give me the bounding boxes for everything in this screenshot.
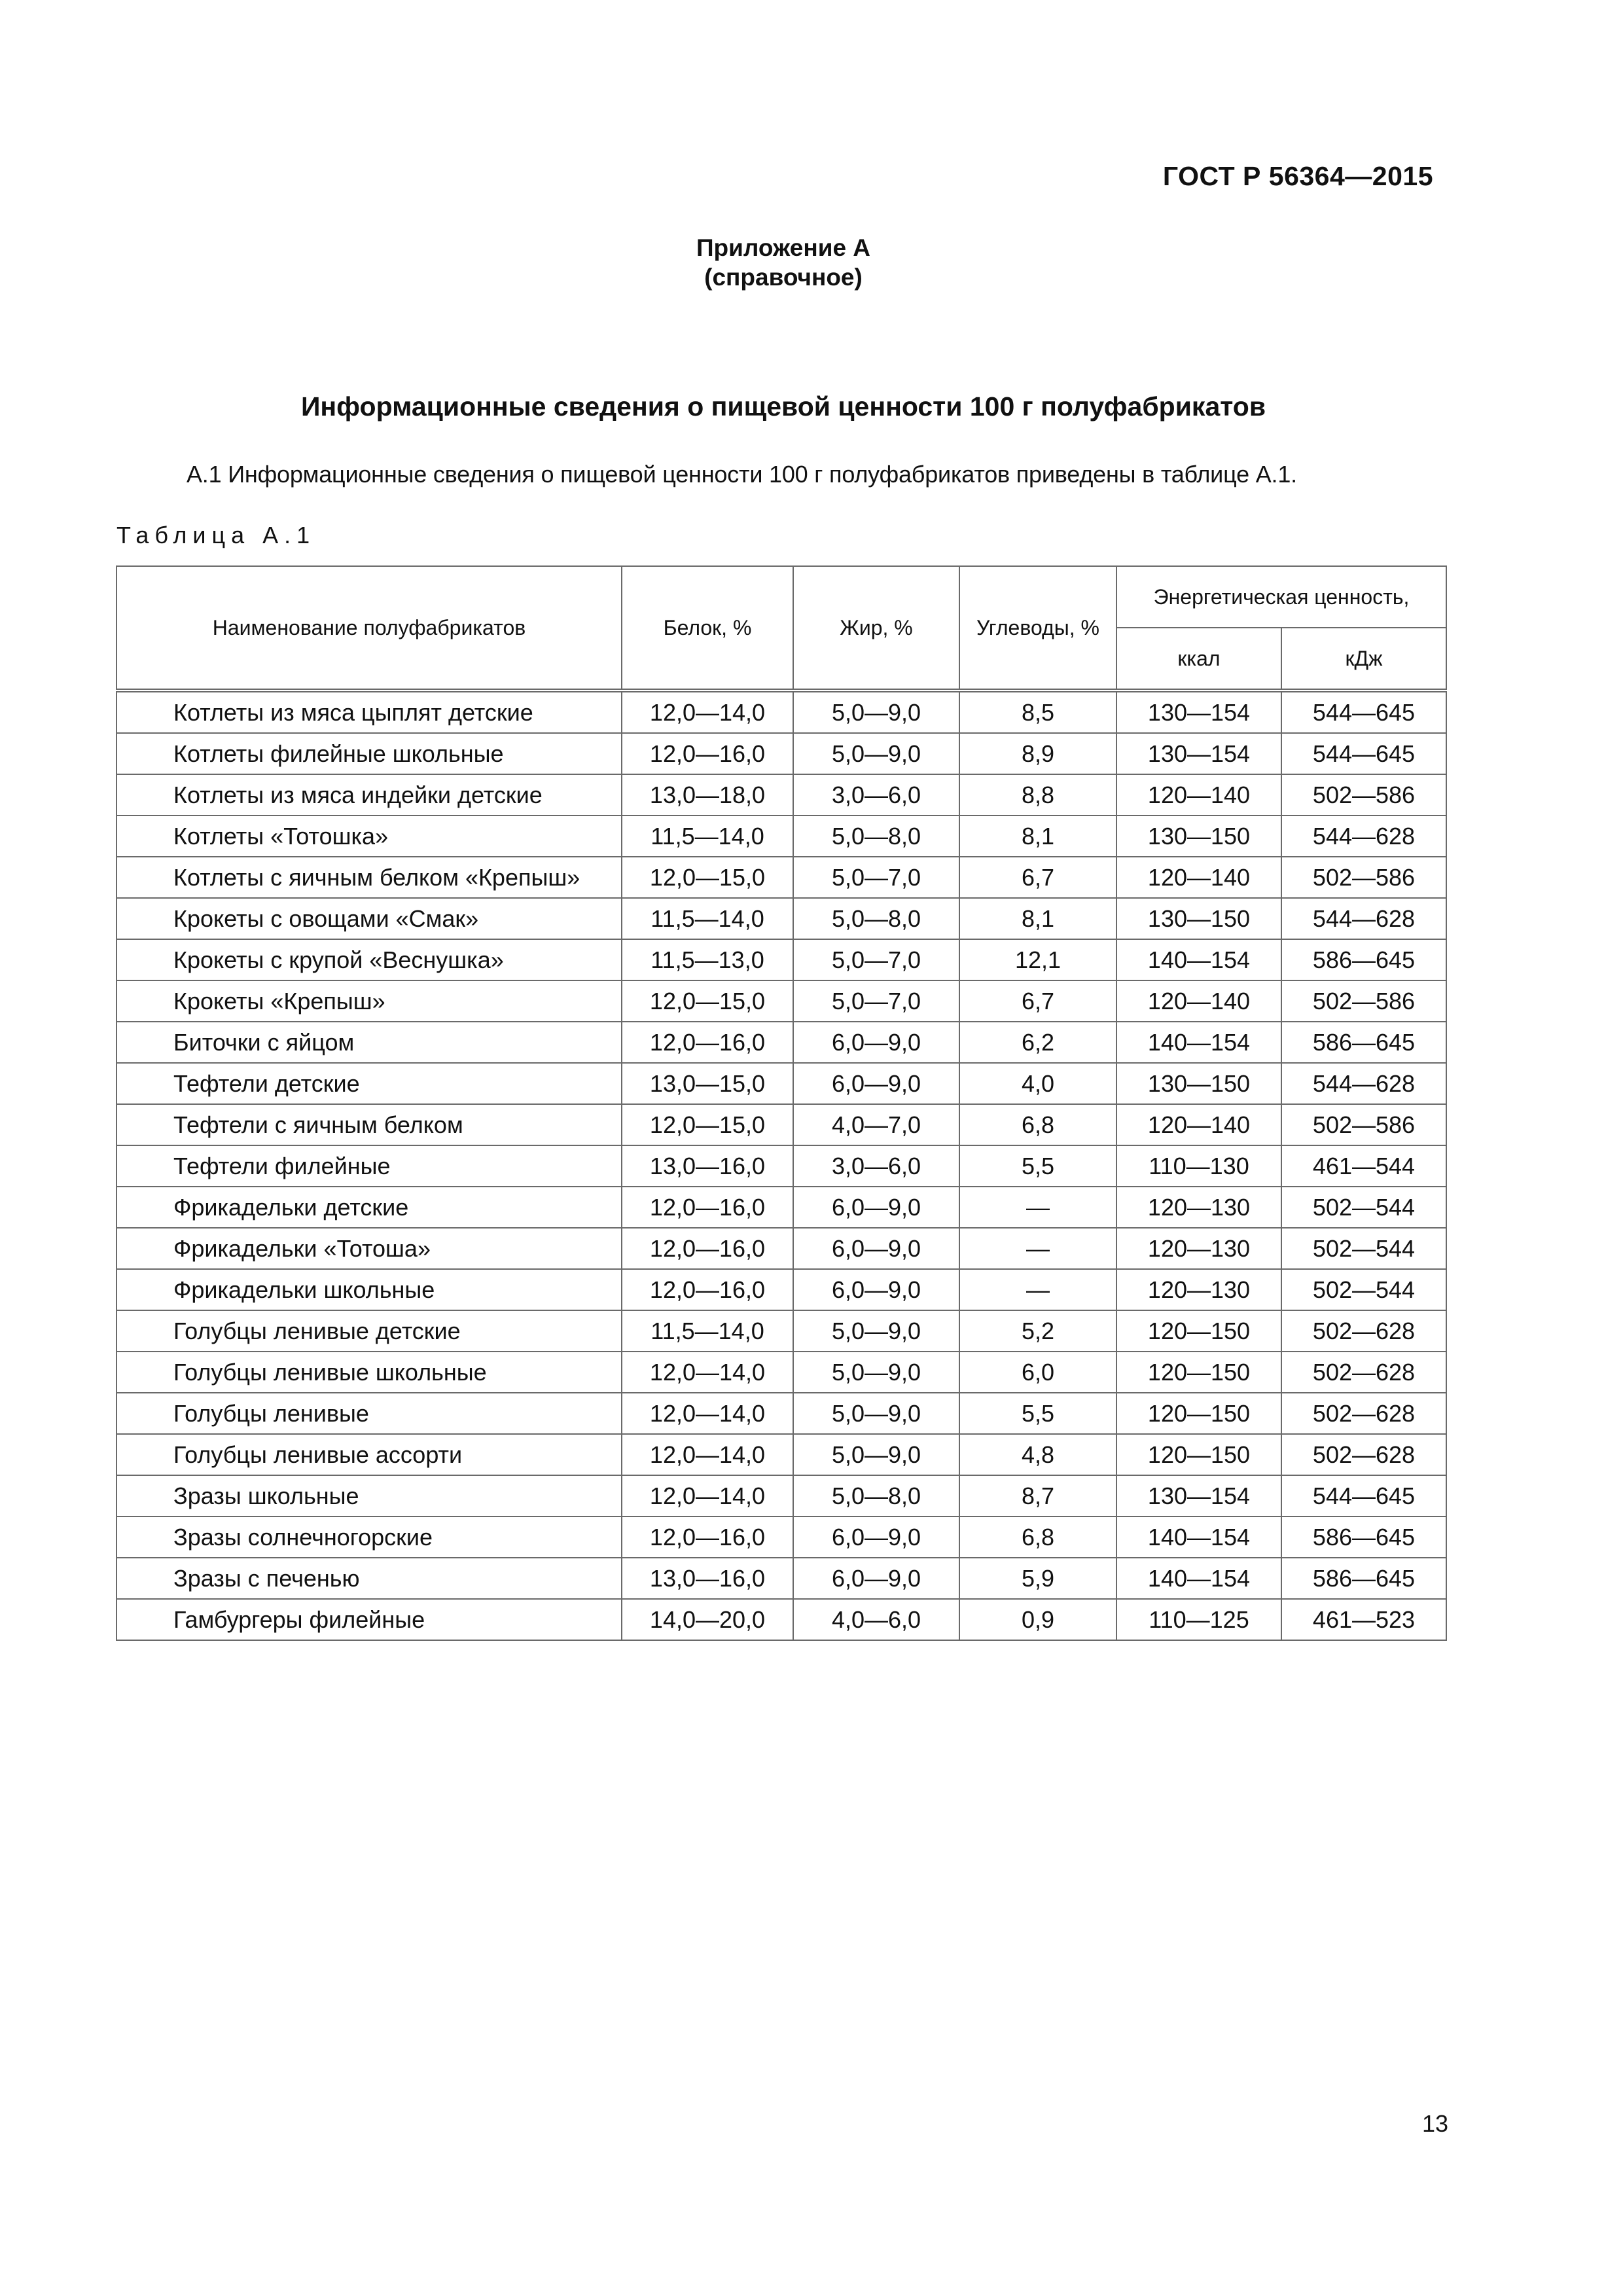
cell-fat: 3,0—6,0	[793, 1145, 959, 1187]
cell-kj: 502—586	[1281, 774, 1446, 816]
cell-protein: 13,0—16,0	[622, 1145, 793, 1187]
cell-kcal: 110—130	[1116, 1145, 1281, 1187]
cell-kj: 461—544	[1281, 1145, 1446, 1187]
cell-kcal: 120—140	[1116, 980, 1281, 1022]
table-row	[116, 1558, 1446, 1599]
cell-kcal: 120—130	[1116, 1228, 1281, 1269]
header-kcal: ккал	[1116, 628, 1281, 691]
cell-kcal: 120—140	[1116, 774, 1281, 816]
cell-carbs: —	[959, 1228, 1116, 1269]
cell-protein: 12,0—16,0	[622, 733, 793, 774]
cell-name: Котлеты «Тотошка»	[116, 816, 622, 857]
cell-name: Крокеты «Крепыш»	[116, 980, 622, 1022]
cell-protein: 13,0—16,0	[622, 1558, 793, 1599]
cell-kcal: 120—150	[1116, 1393, 1281, 1434]
cell-name: Фрикадельки «Тотоша»	[116, 1228, 622, 1269]
cell-kj: 544—628	[1281, 898, 1446, 939]
cell-name: Крокеты с овощами «Смак»	[116, 898, 622, 939]
table-row	[116, 691, 1446, 733]
cell-carbs: 8,7	[959, 1475, 1116, 1516]
cell-name: Голубцы ленивые школьные	[116, 1352, 622, 1393]
cell-fat: 5,0—8,0	[793, 816, 959, 857]
cell-name: Крокеты с крупой «Веснушка»	[116, 939, 622, 980]
cell-protein: 14,0—20,0	[622, 1599, 793, 1640]
cell-protein: 12,0—15,0	[622, 857, 793, 898]
cell-kcal: 130—154	[1116, 733, 1281, 774]
table-row	[116, 1434, 1446, 1475]
cell-protein: 12,0—16,0	[622, 1269, 793, 1310]
cell-kj: 502—544	[1281, 1269, 1446, 1310]
header-protein: Белок, %	[622, 566, 793, 691]
cell-kcal: 120—150	[1116, 1310, 1281, 1352]
cell-fat: 3,0—6,0	[793, 774, 959, 816]
cell-kj: 502—628	[1281, 1310, 1446, 1352]
cell-protein: 11,5—14,0	[622, 898, 793, 939]
cell-carbs: 4,0	[959, 1063, 1116, 1104]
cell-kcal: 110—125	[1116, 1599, 1281, 1640]
cell-name: Котлеты из мяса индейки детские	[116, 774, 622, 816]
cell-fat: 5,0—7,0	[793, 980, 959, 1022]
table-caption: Таблица А.1	[116, 522, 316, 548]
cell-kj: 544—628	[1281, 816, 1446, 857]
table-row	[116, 774, 1446, 816]
cell-kcal: 120—130	[1116, 1187, 1281, 1228]
table-row	[116, 939, 1446, 980]
cell-kj: 502—544	[1281, 1187, 1446, 1228]
table-row	[116, 980, 1446, 1022]
cell-carbs: 8,9	[959, 733, 1116, 774]
table-row	[116, 1475, 1446, 1516]
cell-kcal: 120—150	[1116, 1352, 1281, 1393]
table-body	[116, 691, 1446, 1640]
cell-kj: 461—523	[1281, 1599, 1446, 1640]
cell-protein: 11,5—14,0	[622, 1310, 793, 1352]
cell-carbs: 5,5	[959, 1393, 1116, 1434]
cell-protein: 12,0—15,0	[622, 1104, 793, 1145]
cell-kcal: 120—140	[1116, 857, 1281, 898]
cell-protein: 12,0—14,0	[622, 1352, 793, 1393]
cell-fat: 5,0—7,0	[793, 857, 959, 898]
header-energy: Энергетическая ценность,	[1116, 566, 1446, 628]
table-row	[116, 1599, 1446, 1640]
table-row	[116, 857, 1446, 898]
cell-protein: 12,0—15,0	[622, 980, 793, 1022]
cell-carbs: 8,1	[959, 898, 1116, 939]
cell-fat: 5,0—9,0	[793, 733, 959, 774]
cell-carbs: 0,9	[959, 1599, 1116, 1640]
page-number: 13	[1421, 2110, 1448, 2137]
cell-protein: 12,0—16,0	[622, 1516, 793, 1558]
cell-fat: 4,0—6,0	[793, 1599, 959, 1640]
cell-carbs: 5,5	[959, 1145, 1116, 1187]
cell-name: Тефтели детские	[116, 1063, 622, 1104]
cell-kcal: 120—150	[1116, 1434, 1281, 1475]
cell-kj: 544—645	[1281, 1475, 1446, 1516]
cell-name: Котлеты филейные школьные	[116, 733, 622, 774]
cell-name: Котлеты из мяса цыплят детские	[116, 691, 622, 733]
cell-fat: 4,0—7,0	[793, 1104, 959, 1145]
header-fat: Жир, %	[793, 566, 959, 691]
cell-name: Голубцы ленивые детские	[116, 1310, 622, 1352]
cell-protein: 13,0—15,0	[622, 1063, 793, 1104]
cell-kcal: 120—140	[1116, 1104, 1281, 1145]
cell-carbs: 5,2	[959, 1310, 1116, 1352]
document-code: ГОСТ Р 56364—2015	[1162, 161, 1433, 191]
cell-fat: 6,0—9,0	[793, 1269, 959, 1310]
cell-kj: 502—628	[1281, 1393, 1446, 1434]
table-row	[116, 1145, 1446, 1187]
table-row	[116, 1352, 1446, 1393]
table-row	[116, 1393, 1446, 1434]
cell-kcal: 130—150	[1116, 898, 1281, 939]
nutrition-table	[116, 565, 1447, 1641]
cell-name: Тефтели филейные	[116, 1145, 622, 1187]
table-row	[116, 898, 1446, 939]
cell-fat: 5,0—9,0	[793, 1434, 959, 1475]
cell-kj: 502—586	[1281, 1104, 1446, 1145]
cell-name: Биточки с яйцом	[116, 1022, 622, 1063]
cell-protein: 12,0—16,0	[622, 1022, 793, 1063]
cell-name: Голубцы ленивые	[116, 1393, 622, 1434]
table-row	[116, 1310, 1446, 1352]
cell-kj: 502—628	[1281, 1434, 1446, 1475]
cell-kcal: 120—130	[1116, 1269, 1281, 1310]
cell-kcal: 130—154	[1116, 691, 1281, 733]
cell-kj: 544—628	[1281, 1063, 1446, 1104]
cell-carbs: 6,7	[959, 857, 1116, 898]
cell-name: Зразы с печенью	[116, 1558, 622, 1599]
cell-name: Фрикадельки школьные	[116, 1269, 622, 1310]
cell-carbs: 12,1	[959, 939, 1116, 980]
appendix-kind: (справочное)	[704, 264, 863, 291]
cell-kj: 586—645	[1281, 1022, 1446, 1063]
cell-protein: 12,0—14,0	[622, 1475, 793, 1516]
cell-carbs: 4,8	[959, 1434, 1116, 1475]
cell-kj: 586—645	[1281, 1558, 1446, 1599]
cell-kcal: 140—154	[1116, 1516, 1281, 1558]
cell-carbs: —	[959, 1269, 1116, 1310]
cell-carbs: 6,8	[959, 1104, 1116, 1145]
section-heading: Информационные сведения о пищевой ценности 100 г полуфабрикатов	[300, 391, 1266, 422]
cell-carbs: 5,9	[959, 1558, 1116, 1599]
cell-kj: 502—544	[1281, 1228, 1446, 1269]
cell-protein: 12,0—14,0	[622, 691, 793, 733]
header-carbs: Углеводы, %	[959, 566, 1116, 691]
cell-kcal: 140—154	[1116, 1558, 1281, 1599]
cell-fat: 5,0—7,0	[793, 939, 959, 980]
cell-kj: 586—645	[1281, 1516, 1446, 1558]
cell-fat: 6,0—9,0	[793, 1187, 959, 1228]
cell-protein: 12,0—14,0	[622, 1434, 793, 1475]
cell-kcal: 140—154	[1116, 939, 1281, 980]
cell-fat: 6,0—9,0	[793, 1063, 959, 1104]
cell-carbs: 8,8	[959, 774, 1116, 816]
cell-kcal: 130—150	[1116, 1063, 1281, 1104]
cell-fat: 5,0—9,0	[793, 1352, 959, 1393]
table-row	[116, 1516, 1446, 1558]
table-row	[116, 733, 1446, 774]
cell-kcal: 130—154	[1116, 1475, 1281, 1516]
cell-kj: 502—586	[1281, 857, 1446, 898]
cell-name: Зразы школьные	[116, 1475, 622, 1516]
cell-protein: 12,0—16,0	[622, 1228, 793, 1269]
cell-kj: 586—645	[1281, 939, 1446, 980]
cell-carbs: 6,0	[959, 1352, 1116, 1393]
table-row	[116, 1022, 1446, 1063]
cell-kcal: 140—154	[1116, 1022, 1281, 1063]
cell-kj: 502—586	[1281, 980, 1446, 1022]
appendix-title: Приложение А	[696, 234, 871, 261]
cell-name: Тефтели с яичным белком	[116, 1104, 622, 1145]
cell-fat: 5,0—8,0	[793, 1475, 959, 1516]
cell-name: Зразы солнечногорские	[116, 1516, 622, 1558]
cell-carbs: 6,8	[959, 1516, 1116, 1558]
table-row	[116, 1187, 1446, 1228]
cell-protein: 12,0—14,0	[622, 1393, 793, 1434]
cell-name: Котлеты с яичным белком «Крепыш»	[116, 857, 622, 898]
table-row	[116, 1228, 1446, 1269]
cell-carbs: 6,7	[959, 980, 1116, 1022]
cell-kcal: 130—150	[1116, 816, 1281, 857]
header-name: Наименование полуфабрикатов	[116, 566, 622, 691]
cell-fat: 5,0—8,0	[793, 898, 959, 939]
cell-fat: 6,0—9,0	[793, 1516, 959, 1558]
cell-protein: 11,5—14,0	[622, 816, 793, 857]
cell-kj: 544—645	[1281, 733, 1446, 774]
cell-fat: 5,0—9,0	[793, 1310, 959, 1352]
cell-carbs: 8,5	[959, 691, 1116, 733]
table-row	[116, 1269, 1446, 1310]
cell-name: Фрикадельки детские	[116, 1187, 622, 1228]
table-row	[116, 816, 1446, 857]
intro-paragraph: А.1 Информационные сведения о пищевой ценности 100 г полуфабрикатов приведены в таблице А.1.	[187, 461, 1297, 488]
cell-protein: 12,0—16,0	[622, 1187, 793, 1228]
header-kj: кДж	[1281, 628, 1446, 691]
cell-fat: 6,0—9,0	[793, 1558, 959, 1599]
cell-fat: 6,0—9,0	[793, 1228, 959, 1269]
cell-fat: 6,0—9,0	[793, 1022, 959, 1063]
cell-carbs: 8,1	[959, 816, 1116, 857]
cell-protein: 11,5—13,0	[622, 939, 793, 980]
table-row	[116, 1104, 1446, 1145]
cell-protein: 13,0—18,0	[622, 774, 793, 816]
cell-fat: 5,0—9,0	[793, 1393, 959, 1434]
cell-name: Гамбургеры филейные	[116, 1599, 622, 1640]
cell-carbs: —	[959, 1187, 1116, 1228]
cell-name: Голубцы ленивые ассорти	[116, 1434, 622, 1475]
cell-carbs: 6,2	[959, 1022, 1116, 1063]
table-row	[116, 1063, 1446, 1104]
cell-kj: 544—645	[1281, 691, 1446, 733]
cell-kj: 502—628	[1281, 1352, 1446, 1393]
cell-fat: 5,0—9,0	[793, 691, 959, 733]
